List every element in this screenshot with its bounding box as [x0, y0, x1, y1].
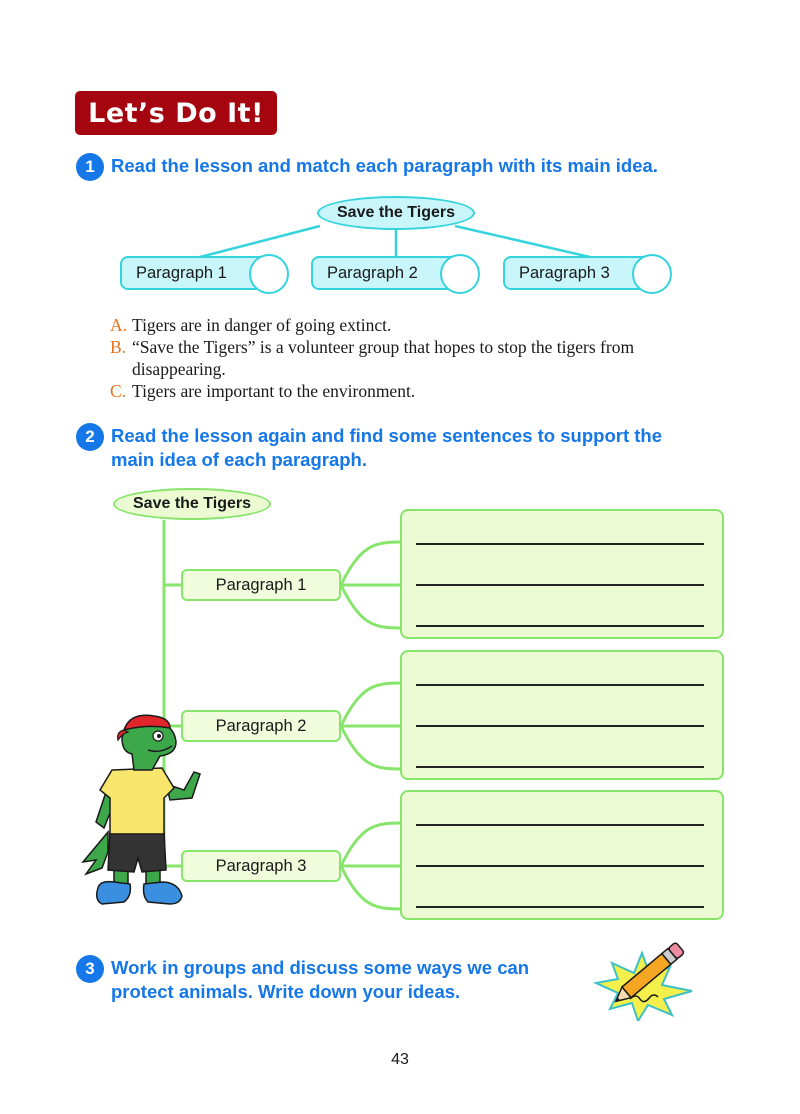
answer-box-3[interactable] [400, 790, 724, 920]
task-2-paragraph-2: Paragraph 2 [181, 710, 341, 742]
task-2-number: 2 [76, 423, 104, 451]
task-1-title-oval: Save the Tigers [317, 196, 475, 230]
writing-line [416, 865, 704, 867]
task-1-instruction: Read the lesson and match each paragraph with its main idea. [111, 155, 658, 176]
task-3-number: 3 [76, 955, 104, 983]
writing-line [416, 684, 704, 686]
task-2-paragraph-1: Paragraph 1 [181, 569, 341, 601]
task-2-title-oval: Save the Tigers [113, 488, 271, 520]
page-number: 43 [391, 1051, 409, 1068]
writing-line [416, 906, 704, 908]
pencil-icon [592, 935, 698, 1021]
option-c: C. Tigers are important to the environment. [110, 381, 416, 401]
task-1-paragraph-3: Paragraph 3 [503, 256, 651, 290]
writing-line [416, 725, 704, 727]
dinosaur-mascot-icon [78, 712, 208, 917]
writing-line [416, 584, 704, 586]
option-a: A. Tigers are in danger of going extinct. [110, 315, 392, 335]
task-1-paragraph-1: Paragraph 1 [120, 256, 268, 290]
task-2-instruction: Read the lesson again and find some sentences to support the main idea of each paragraph. [111, 425, 662, 470]
task-1-paragraph-2: Paragraph 2 [311, 256, 459, 290]
writing-line [416, 543, 704, 545]
task-3-instruction: Work in groups and discuss some ways we can protect animals. Write down your ideas. [111, 957, 530, 1002]
option-b: B. “Save the Tigers” is a volunteer group that hopes to stop the tigers from disappearing. [110, 337, 635, 379]
task-2-paragraph-3: Paragraph 3 [181, 850, 341, 882]
writing-line [416, 766, 704, 768]
writing-line [416, 625, 704, 627]
lets-do-it-banner: Let’s Do It! [75, 91, 277, 135]
task-1-number: 1 [76, 153, 104, 181]
writing-line [416, 824, 704, 826]
answer-box-2[interactable] [400, 650, 724, 780]
answer-box-1[interactable] [400, 509, 724, 639]
